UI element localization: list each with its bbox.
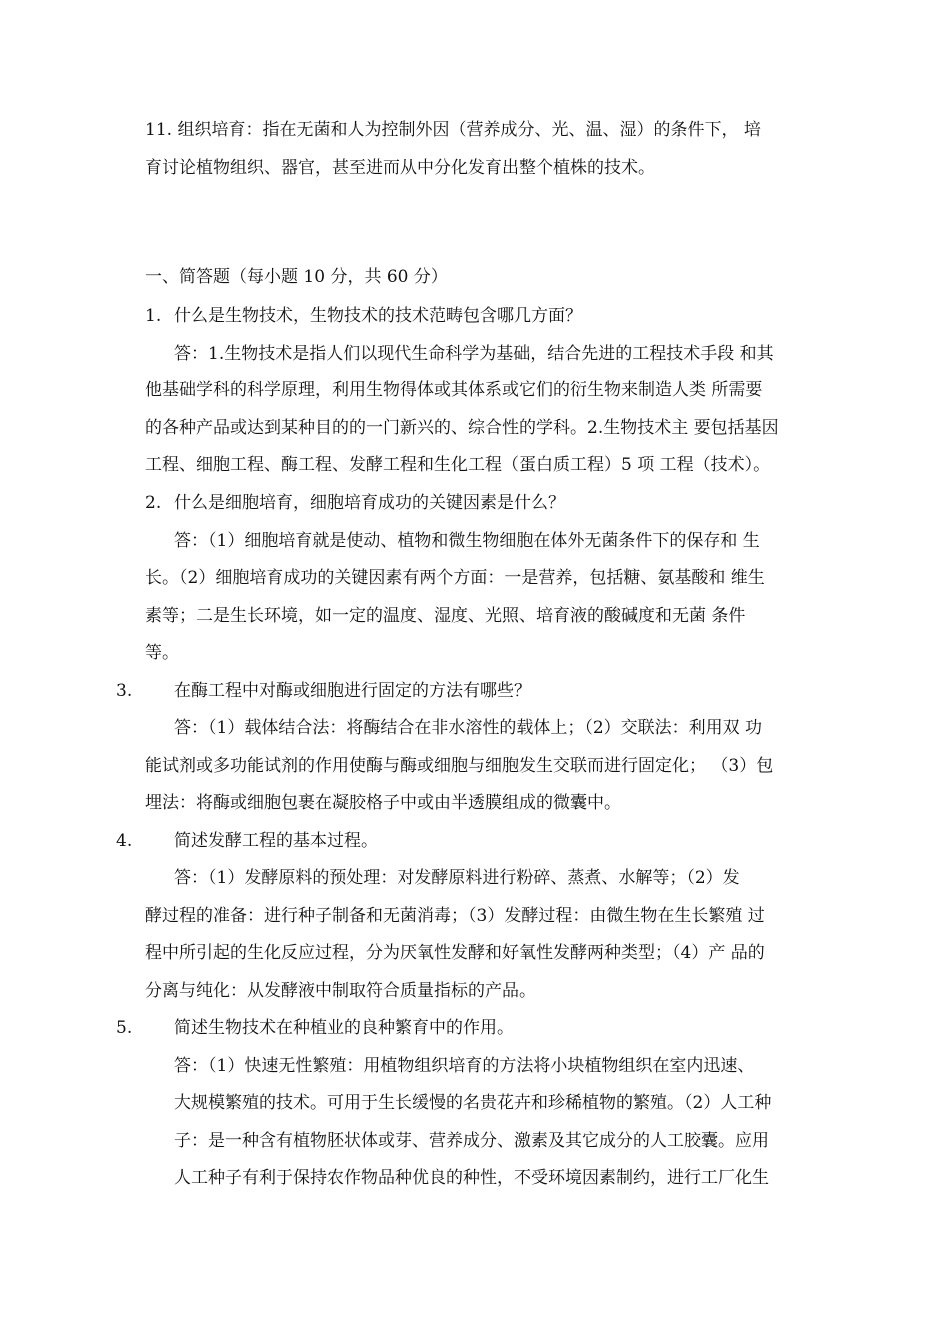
definition-line: 11. 组织培育：指在无菌和人为控制外因（营养成分、光、温、湿）的条件下， 培 bbox=[145, 120, 761, 140]
question-text: 简述发酵工程的基本过程。 bbox=[174, 831, 378, 851]
answer-line: 大规模繁殖的技术。可用于生长缓慢的名贵花卉和珍稀植物的繁殖。（2）人工种 bbox=[174, 1093, 772, 1113]
question-number: 5. bbox=[116, 1018, 133, 1038]
answer-line: 埋法：将酶或细胞包裹在凝胶格子中或由半透膜组成的微囊中。 bbox=[145, 793, 621, 813]
question-number: 1. bbox=[145, 306, 162, 326]
answer-line: 他基础学科的科学原理，利用生物得体或其体系或它们的衍生物来制造人类 所需要 bbox=[145, 380, 763, 400]
answer-line: 答：（1）发酵原料的预处理：对发酵原料进行粉碎、蒸煮、水解等；（2）发 bbox=[174, 868, 740, 888]
answer-line: 答：（1）细胞培育就是使动、植物和微生物细胞在体外无菌条件下的保存和 生 bbox=[174, 531, 760, 551]
answer-line: 答：（1）载体结合法：将酶结合在非水溶性的载体上；（2）交联法：利用双 功 bbox=[174, 718, 763, 738]
question-number: 4. bbox=[116, 831, 133, 851]
answer-line: 等。 bbox=[145, 643, 179, 663]
section-heading: 一、简答题（每小题 10 分，共 60 分） bbox=[145, 267, 448, 287]
answer-line: 子：是一种含有植物胚状体或芽、营养成分、激素及其它成分的人工胶囊。应用 bbox=[174, 1131, 769, 1151]
answer-line: 工程、细胞工程、酶工程、发酵工程和生化工程（蛋白质工程）5 项 工程（技术）。 bbox=[145, 455, 771, 475]
answer-line: 素等；二是生长环境，如一定的温度、湿度、光照、培育液的酸碱度和无菌 条件 bbox=[145, 606, 746, 626]
definition-line: 育讨论植物组织、器官，甚至进而从中分化发育出整个植株的技术。 bbox=[145, 158, 655, 178]
answer-line: 人工种子有利于保持农作物品种优良的种性，不受环境因素制约，进行工厂化生 bbox=[174, 1168, 769, 1188]
question-number: 3. bbox=[116, 681, 133, 701]
question-text: 什么是生物技术，生物技术的技术范畴包含哪几方面？ bbox=[174, 306, 582, 326]
answer-line: 答：1.生物技术是指人们以现代生命科学为基础，结合先进的工程技术手段 和其 bbox=[174, 344, 774, 364]
answer-line: 程中所引起的生化反应过程，分为厌氧性发酵和好氧性发酵两种类型；（4）产 品的 bbox=[145, 943, 765, 963]
question-text: 在酶工程中对酶或细胞进行固定的方法有哪些？ bbox=[174, 681, 531, 701]
question-number: 2. bbox=[145, 493, 162, 513]
answer-line: 长。（2）细胞培育成功的关键因素有两个方面：一是营养，包括糖、氨基酸和 维生 bbox=[145, 568, 765, 588]
answer-line: 的各种产品或达到某种目的的一门新兴的、综合性的学科。2.生物技术主 要包括基因 bbox=[145, 418, 779, 438]
answer-line: 酵过程的准备：进行种子制备和无菌消毒；（3）发酵过程：由微生物在生长繁殖 过 bbox=[145, 906, 765, 926]
answer-line: 答：（1）快速无性繁殖：用植物组织培育的方法将小块植物组织在室内迅速、 bbox=[174, 1056, 755, 1076]
question-text: 简述生物技术在种植业的良种繁育中的作用。 bbox=[174, 1018, 514, 1038]
answer-line: 能试剂或多功能试剂的作用使酶与酶或细胞与细胞发生交联而进行固定化； （3）包 bbox=[145, 756, 774, 776]
answer-line: 分离与纯化：从发酵液中制取符合质量指标的产品。 bbox=[145, 981, 536, 1001]
question-text: 什么是细胞培育，细胞培育成功的关键因素是什么？ bbox=[174, 493, 565, 513]
